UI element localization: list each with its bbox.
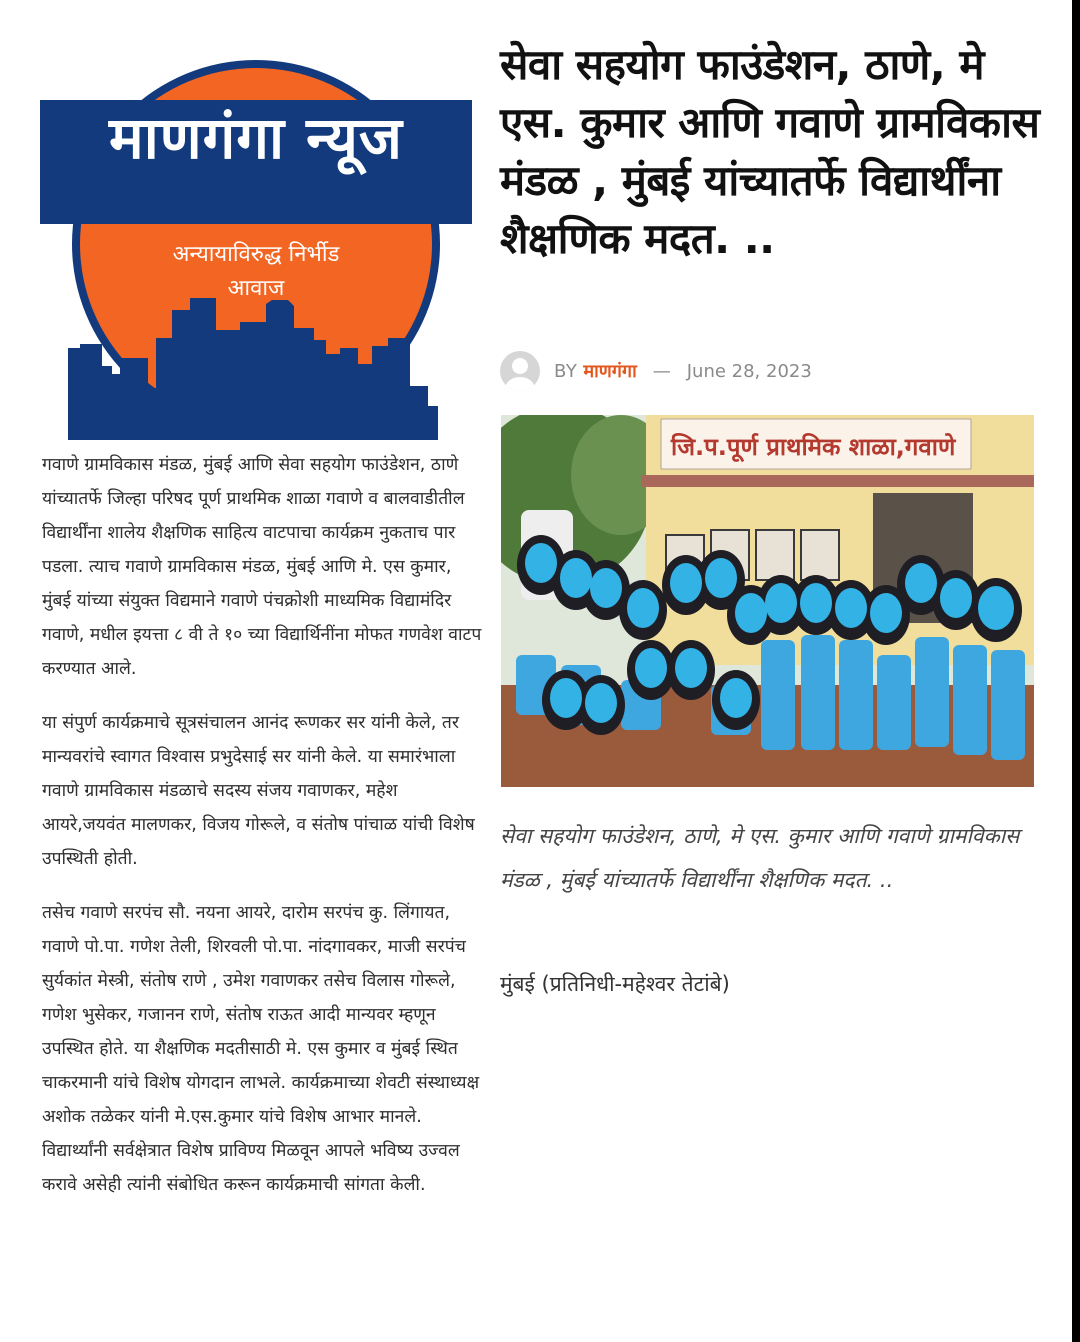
byline-by-label: BY	[554, 360, 578, 382]
logo-title: माणगंगा न्यूज	[109, 104, 403, 172]
article-photo[interactable]	[501, 415, 1034, 787]
author-link[interactable]: माणगंगा	[583, 361, 637, 382]
byline-separator: —	[652, 360, 671, 382]
screen-edge-border	[1072, 0, 1080, 1342]
article-paragraph: या संपुर्ण कार्यक्रमाचे सूत्रसंचालन आनंद रूणकर सर यांनी केले, तर मान्यवरांचे स्वागत विश्वास प्रभुदेसाई सर यांनी केले. या समारंभाला गवाणे ग्रामविकास मंडळाचे सदस्य संजय गवाणकर, महेश आयरे,जयवंत मालणकर, विजय गोरूले, व संतोष पांचाळ यांची विशेष उपस्थिती होती.	[42, 713, 475, 869]
logo-tagline	[40, 238, 472, 306]
photo-illustration	[501, 415, 1034, 787]
user-avatar-icon[interactable]	[500, 351, 540, 391]
publish-date: June 28, 2023	[686, 360, 812, 382]
byline	[500, 350, 812, 392]
site-logo[interactable]	[40, 48, 472, 440]
school-sign-text: जि.प.पूर्ण प्राथमिक शाळा,गवाणे	[671, 433, 956, 461]
article-paragraph: तसेच गवाणे सरपंच सौ. नयना आयरे, दारोम सरपंच कु. लिंगायत, गवाणे पो.पा. गणेश तेली, शिरवली पो.पा. नांदगावकर, माजी सरपंच सुर्यकांत मेस्त्री, संतोष राणे , उमेश गवाणकर तसेच विलास गोरूले, गणेश भुसेकर, गजानन राणे, संतोष राऊत आदी मान्यवर म्हणून उपस्थित होते. या शैक्षणिक मदतीसाठी मे. एस कुमार व मुंबई स्थित चाकरमानी यांचे विशेष योगदान लाभले. कार्यक्रमाच्या शेवटी संस्थाध्यक्ष अशोक तळेकर यांनी मे.एस.कुमार यांचे विशेष आभार मानले. विद्यार्थ्यांनी सर्वक्षेत्रात विशेष प्राविण्य मिळवून आपले भविष्य उज्वल करावे असेही त्यांनी संबोधित करून कार्यक्रमाची सांगता केली.	[42, 903, 480, 1195]
article-headline: सेवा सहयोग फाउंडेशन, ठाणे, मे एस. कुमार आणि गवाणे ग्रामविकास मंडळ , मुंबई यांच्यातर्फे विद्यार्थींना शैक्षणिक मदत. ..	[500, 40, 1040, 263]
photo-caption: सेवा सहयोग फाउंडेशन, ठाणे, मे एस. कुमार आणि गवाणे ग्रामविकास मंडळ , मुंबई यांच्यातर्फे विद्यार्थींना शैक्षणिक मदत. ..	[500, 824, 1020, 892]
article-dateline: मुंबई (प्रतिनिधी-महेश्वर तेटांबे)	[500, 972, 730, 996]
logo-tagline-line2: आवाज	[227, 276, 285, 301]
article-body	[42, 448, 482, 1222]
article-paragraph: गवाणे ग्रामविकास मंडळ, मुंबई आणि सेवा सहयोग फाउंडेशन, ठाणे यांच्यातर्फे जिल्हा परिषद पूर्ण प्राथमिक शाळा गवाणे व बालवाडीतील विद्यार्थींना शालेय शैक्षणिक साहित्य वाटपाचा कार्यक्रम नुकताच पार पडला. त्याच गवाणे ग्रामविकास मंडळ, मुंबई आणि मे. एस कुमार, मुंबई यांच्या संयुक्त विद्यमाने गवाणे पंचक्रोशी माध्यमिक विद्यामंदिर गवाणे, मधील इयत्ता ८ वी ते १० च्या विद्यार्थिनींना मोफत गणवेश वाटप करण्यात आले.	[42, 455, 482, 679]
logo-tagline-line1: अन्यायाविरुद्ध निर्भीड	[172, 242, 340, 267]
